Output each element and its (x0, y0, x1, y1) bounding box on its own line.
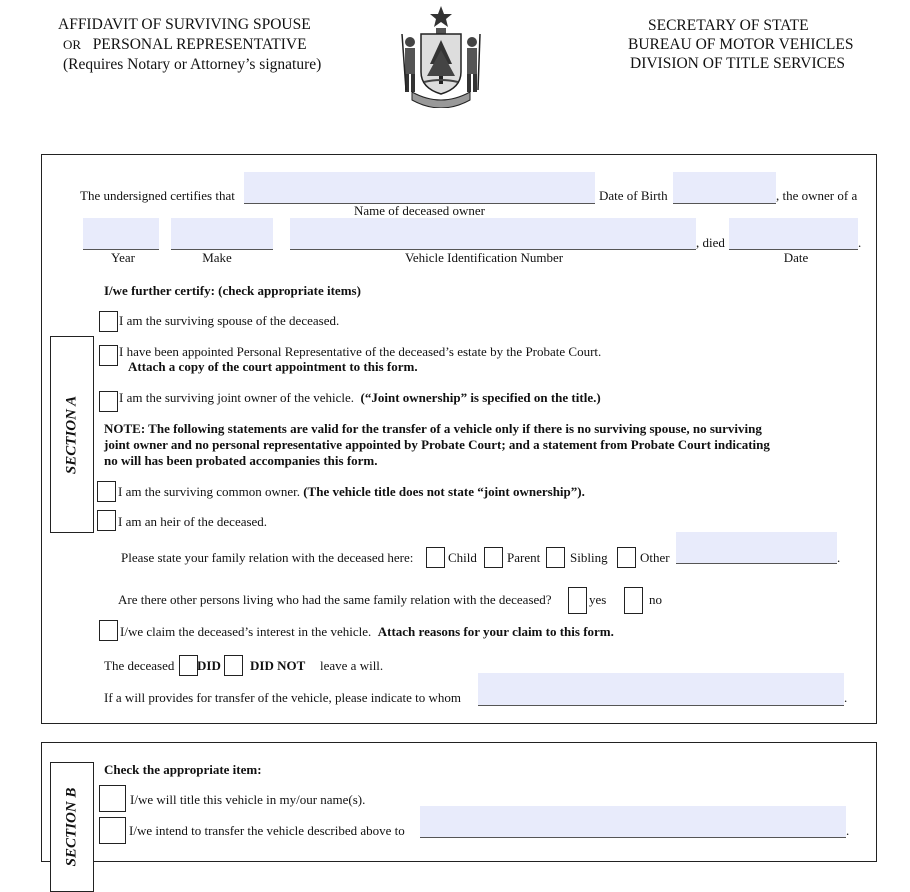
leave-will-text: leave a will. (320, 658, 384, 673)
did-label: DID (197, 658, 221, 673)
certifies-text: The undersigned certifies that (80, 188, 235, 203)
section-a-label-box (50, 336, 94, 533)
parent-checkbox[interactable] (484, 547, 503, 568)
other-label: Other (640, 550, 670, 565)
sibling-label: Sibling (570, 550, 608, 565)
section-b-label-box (50, 762, 94, 892)
spouse-checkbox[interactable] (99, 311, 118, 332)
common-owner-text: I am the surviving common owner. (118, 484, 300, 499)
section-b-label: SECTION B (63, 787, 80, 867)
further-certify-heading: I/we further certify: (check appropriate items) (104, 283, 361, 298)
agency-line1: SECRETARY OF STATE (648, 17, 809, 34)
personal-rep-checkbox[interactable] (99, 345, 118, 366)
check-item-heading: Check the appropriate item: (104, 762, 262, 777)
title-in-name-checkbox[interactable] (99, 785, 126, 812)
did-not-label: DID NOT (250, 658, 306, 673)
form-title-line1: AFFIDAVIT OF SURVIVING SPOUSE (58, 16, 311, 33)
section-a-label: SECTION A (63, 395, 80, 474)
other-checkbox[interactable] (617, 547, 636, 568)
transfer-text: I/we intend to transfer the vehicle described above to (129, 823, 405, 838)
claim-checkbox[interactable] (99, 620, 118, 641)
state-seal-icon (398, 4, 484, 108)
others-living-text: Are there other persons living who had the same family relation with the deceased? (118, 592, 552, 607)
year-label: Year (111, 250, 135, 265)
no-checkbox[interactable] (624, 587, 643, 614)
period-text: . (858, 235, 862, 250)
form-title-line3: (Requires Notary or Attorney’s signature) (63, 56, 322, 73)
period-text: . (837, 550, 841, 565)
transfer-checkbox[interactable] (99, 817, 126, 844)
agency-line2: BUREAU OF MOTOR VEHICLES (628, 36, 854, 53)
personal-representative-text: PERSONAL REPRESENTATIVE (92, 36, 307, 53)
form-title-line2 (63, 35, 307, 55)
personal-rep-text: I have been appointed Personal Representative of the deceased’s estate by the Probate Court. (119, 344, 602, 359)
joint-owner-text: I am the surviving joint owner of the vehicle. (119, 390, 355, 405)
note-line1: NOTE: The following statements are valid for the transfer of a vehicle only if there is no surviving spouse, no surviving (104, 421, 762, 436)
make-field[interactable] (171, 218, 273, 250)
make-label: Make (202, 250, 232, 265)
yes-checkbox[interactable] (568, 587, 587, 614)
deceased-name-label: Name of deceased owner (353, 203, 485, 218)
personal-rep-attach: Attach a copy of the court appointment to this form. (128, 359, 418, 374)
sibling-checkbox[interactable] (546, 547, 565, 568)
will-transfer-field[interactable] (478, 673, 844, 706)
note-line3: no will has been probated accompanies this form. (104, 453, 378, 468)
died-text: , died (696, 235, 725, 250)
common-owner-checkbox[interactable] (97, 481, 116, 502)
period-text: . (844, 690, 848, 705)
vin-field[interactable] (290, 218, 696, 250)
common-owner-line (118, 484, 585, 500)
parent-label: Parent (507, 550, 541, 565)
joint-owner-checkbox[interactable] (99, 391, 118, 412)
relation-text: Please state your family relation with the deceased here: (121, 550, 414, 565)
common-owner-note: (The vehicle title does not state “joint ownership”). (303, 484, 585, 499)
claim-text: I/we claim the deceased’s interest in the vehicle. (120, 624, 372, 639)
period-text: . (846, 823, 850, 838)
will-transfer-text: If a will provides for transfer of the vehicle, please indicate to whom (104, 690, 462, 705)
dob-field[interactable] (673, 172, 776, 204)
title-in-name-text: I/we will title this vehicle in my/our name(s). (130, 792, 366, 807)
claim-line (120, 624, 614, 640)
transfer-to-field[interactable] (420, 806, 846, 838)
dob-text: Date of Birth (599, 188, 668, 203)
or-text: OR (63, 37, 82, 52)
date-of-death-field[interactable] (729, 218, 858, 250)
other-relation-field[interactable] (676, 532, 837, 564)
no-label: no (649, 592, 662, 607)
did-checkbox[interactable] (179, 655, 198, 676)
heir-checkbox[interactable] (97, 510, 116, 531)
vin-label: Vehicle Identification Number (404, 250, 564, 265)
deceased-name-field[interactable] (244, 172, 595, 204)
date-label: Date (783, 250, 809, 265)
agency-line3: DIVISION OF TITLE SERVICES (630, 55, 846, 72)
owner-text: , the owner of a (776, 188, 858, 203)
deceased-text: The deceased (104, 658, 175, 673)
joint-owner-line (119, 390, 601, 406)
claim-attach: Attach reasons for your claim to this form. (377, 624, 614, 639)
child-checkbox[interactable] (426, 547, 445, 568)
year-field[interactable] (83, 218, 159, 250)
did-not-checkbox[interactable] (224, 655, 243, 676)
yes-label: yes (589, 592, 607, 607)
note-line2: joint owner and no personal representative appointed by Probate Court; and a statement from Probate Court indicating (104, 437, 770, 452)
spouse-text: I am the surviving spouse of the deceased. (119, 313, 340, 328)
joint-owner-note: (“Joint ownership” is specified on the title.) (360, 390, 601, 405)
heir-text: I am an heir of the deceased. (118, 514, 268, 529)
child-label: Child (448, 550, 477, 565)
